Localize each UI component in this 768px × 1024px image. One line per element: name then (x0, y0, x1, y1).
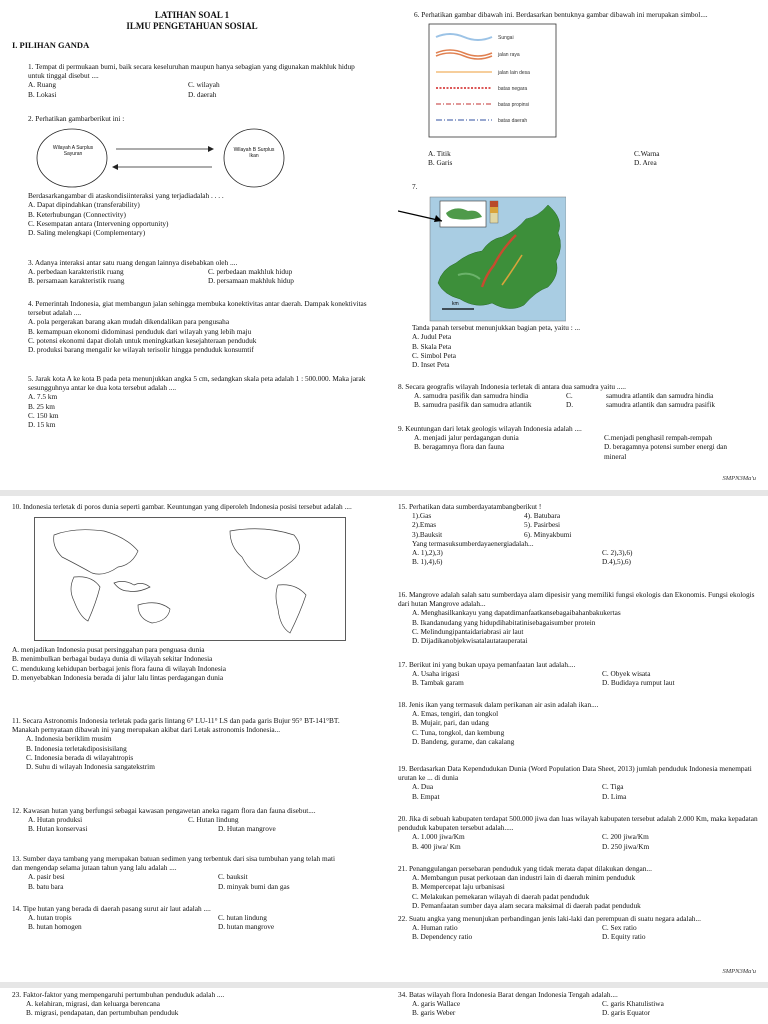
question-4 (28, 299, 368, 354)
question-stem: 2. Perhatikan gambarberikut ini : (28, 114, 125, 123)
question-stem: 14. Tipe hutan yang berada di daerah pasang surut air laut adalah .... (12, 904, 211, 913)
items-row (398, 520, 758, 529)
question-stem: 12. Kawasan hutan yang berfungsi sebagai kawasan pengawetan aneka ragam flora dan fauna disebut.... (12, 806, 316, 815)
options-row (398, 782, 758, 791)
option-a: A. Usaha irigasi (412, 669, 460, 679)
page-footer: SMPN3Ma'u (722, 968, 756, 975)
arrow-right-icon (208, 146, 214, 152)
option-c: C. perbedaan makhluk hidup (208, 267, 293, 277)
options-row (398, 669, 758, 678)
option-c-letter: C. (566, 391, 573, 401)
option-d: D. Equity ratio (602, 932, 646, 942)
option-a: A. Emas, tengiri, dan tongkol (412, 709, 499, 719)
option-d: D. Pemanfaatan sumber daya alam secara maksimal di daerah padat penduduk (412, 900, 641, 910)
option-a: A. menjadi jalur perdagangan dunia (414, 433, 519, 443)
option-c: C. Indonesia berada di wilayahtropis (26, 752, 134, 762)
option-b: B. menimbulkan berbagai budaya dunia di wilayah sekitar Indonesia (12, 654, 213, 664)
option-d: D. Dijadikanobjekwisatalautatauperatai (412, 636, 528, 646)
options-row (398, 548, 758, 557)
question-17 (398, 660, 758, 688)
option-d: D. Inset Peta (412, 360, 450, 370)
options-row (28, 267, 368, 276)
option-a: A. 1),2),3) (412, 548, 443, 558)
option-c: C. Tuna, tongkol, dan kembung (412, 727, 505, 737)
option-b: B. persamaan karakteristik ruang (28, 276, 125, 286)
left-column-3 (12, 990, 374, 1018)
option-d: D. hutan mangrove (218, 922, 275, 932)
legend-label: Sungai (498, 35, 514, 42)
question-stem: 3. Adanya interaksi antar satu ruang dengan lainnya disebabkan oleh .... (28, 258, 238, 267)
option-d: D. 250 jiwa/Km (602, 841, 650, 851)
option-b: B. garis Weber (412, 1008, 456, 1018)
option-a: A. 7.5 km (28, 392, 58, 402)
legend-label: batas propinsi (498, 102, 530, 109)
question-stem: 5. Jarak kota A ke kota B pada peta menunjukkan angka 5 cm, sedangkan skala peta adalah 1 : 500.000. Maka jarak sesungguhnya antar ke dua kota tersebut adalah .... (28, 374, 366, 393)
option-a: A. Ruang (28, 80, 56, 90)
item: 2).Emas (412, 520, 437, 530)
option-b: B. 400 jiwa/ Km (412, 841, 461, 851)
item: 1).Gas (412, 511, 432, 521)
option-b: B. 1),4),6) (412, 557, 443, 567)
option-d: D. Bandeng, gurame, dan cakalang (412, 736, 515, 746)
option-c: C. Kesempatan antara (Intervening opportunity) (28, 218, 169, 228)
scale-label: km (452, 301, 459, 308)
option-a: A. Menghasilkankayu yang dapatdimanfaatkansebagaibahanbakukertas (412, 608, 621, 618)
item: 4). Batubara (524, 511, 561, 521)
option-a: A. samudra pasifik dan samudra hindia (414, 391, 529, 401)
option-a: A. Human ratio (412, 923, 458, 933)
question-14 (12, 904, 342, 932)
option-a: A. garis Wallace (412, 999, 461, 1009)
option-c: C. Obyek wisata (602, 669, 651, 679)
question-20 (398, 814, 758, 851)
question-stem: 4. Pemerintah Indonesia, giat membangun jalan sehingga membuka konektivitas antar daerah. Dampak konektivitas tersebut adalah .... (28, 299, 367, 318)
option-a: A. Indonesia beriklim musim (26, 734, 112, 744)
option-a: A. hutan tropis (28, 913, 72, 923)
right-column-3 (398, 990, 760, 1018)
question-5 (28, 374, 368, 429)
option-b: B. Skala Peta (412, 341, 452, 351)
question-after: Yang termasuksumberdayaenergiadalah... (412, 538, 534, 548)
option-a: A. perbedaan karakteristik ruang (28, 267, 124, 277)
options-row (398, 842, 758, 851)
options-row (12, 815, 362, 824)
borneo-map (398, 191, 566, 323)
option-b: B. Garis (428, 158, 453, 168)
option-c: C. mendukung kehidupan berbagai jenis flora fauna di wilayah Indonesia (12, 663, 226, 673)
options-row (12, 913, 342, 922)
question-8 (398, 382, 760, 410)
option-c: C. garis Khatulistiwa (602, 999, 664, 1009)
option-d: D. Suhu di wilayah Indonesia sangatekstrim (26, 762, 155, 772)
option-c: C. 200 jiwa/Km (602, 832, 649, 842)
items-row (398, 511, 758, 520)
page-2 (0, 496, 768, 982)
item: 6). Minyakbumi (524, 529, 572, 539)
question-stem: 6. Perhatikan gambar dibawah ini. Berdasarkan bentuknya gambar dibawah ini merupakan simbol.... (414, 10, 708, 19)
options-row (28, 90, 368, 99)
option-b: B. Hutan konservasi (28, 824, 88, 834)
options-row (398, 792, 758, 801)
option-b: B. batu bara (28, 881, 64, 891)
question-stem: 11. Secara Astronomis Indonesia terletak pada garis lintang 6° LU-11° LS dan pada garis Bujur 95° BT-141°BT. Manakah pernyataan dibawah ini yang merupakan akibat dari Letak astronomis Indonesia... (12, 716, 340, 735)
option-b: B. Dependency ratio (412, 932, 473, 942)
question-stem: 21. Penanggulangan persebaran penduduk yang tidak merata dapat dilakukan dengan... (398, 864, 652, 873)
page-3 (0, 988, 768, 1024)
world-map (34, 517, 346, 641)
question-34-stem: 34. Batas wilayah flora Indonesia Barat dengan Indonesia Tengah adalah.... (398, 990, 618, 999)
region-b-label: Wilayah B Surplus Ikan (233, 147, 275, 160)
legend-label: batas daerah (498, 118, 528, 125)
question-1 (28, 62, 368, 99)
question-6 (398, 10, 758, 168)
option-d: D. garis Equator (602, 1008, 651, 1018)
legend-label: jalan lain desa (498, 70, 530, 77)
item: 3).Bauksit (412, 529, 443, 539)
question-after: Berdasarkangambar di ataskondisiinteraksi yang terjadiadalah . . . . (28, 191, 224, 201)
option-b: B. Ikandanudang yang hidupdihabitatinisebagaisumber protein (412, 617, 596, 627)
question-15 (398, 502, 758, 566)
option-d: D. Saling melengkapi (Complementary) (28, 228, 146, 238)
question-3 (28, 258, 368, 286)
option-b: B. Empat (412, 791, 440, 801)
question-22 (398, 914, 758, 942)
page-footer: SMPN3Ma'u (722, 475, 756, 482)
question-stem: 16. Mangrove adalah salah satu sumberdaya alam dipesisir yang memiliki fungsi ekologis dan Ekonomis. Fungsi ekologis dari hutan Mangrove adalah... (398, 590, 755, 609)
arrow-left-icon (112, 164, 118, 170)
option-c: C. Hutan lindung (188, 815, 239, 825)
option-d: samudra atlantik dan samudra pasifik (606, 400, 716, 410)
option-b: B. Tambak garam (412, 678, 464, 688)
option-d: D. produksi barang mengalir ke wilayah terisolir hingga penduduk konsumtif (28, 345, 254, 355)
option-c: C.menjadi penghasil rempah-rempah (604, 433, 712, 443)
option-d: D. 15 km (28, 420, 56, 430)
option-a: A. Dapat dipindahkan (transferability) (28, 200, 140, 210)
option-a: A. Titik (428, 149, 451, 159)
option-b: B. beragamnya flora dan fauna (414, 442, 505, 452)
option-a: A. Hutan produksi (28, 815, 83, 825)
map-legend-box (428, 23, 558, 139)
question-stem: 15. Perhatikan data sumberdayatambangberikut ! (398, 502, 542, 511)
question-stem: 9. Keuntungan dari letak geologis wilayah Indonesia adalah .... (398, 424, 582, 433)
question-stem: 1. Tempat di permukaan bumi, baik secara keseluruhan maupun hanya sebagian yang digunakan makhluk hidup untuk tinggal disebut .... (28, 62, 355, 81)
option-a: A. menjadikan Indonesia pusat persinggahan para penguasa dunia (12, 645, 205, 655)
option-b: B. hutan homogen (28, 922, 82, 932)
question-stem: 20. Jika di sebuah kabupaten terdapat 500.000 jiwa dan luas wilayah kabupaten tersebut adalah 2.000 Km, maka kepadatan penduduk kabupaten tersebut adalah..... (398, 814, 758, 833)
legend-label: jalan raya (498, 52, 520, 59)
interaction-diagram (36, 127, 286, 189)
option-d: D. Budidaya rumput laut (602, 678, 675, 688)
option-c: C. hutan lindung (218, 913, 267, 923)
option-b: B. Mujair, pari, dan udang (412, 718, 489, 728)
question-stem: 19. Berdasarkan Data Kependudukan Dunia (Word Population Data Sheet, 2013) jumlah penduduk Indonesia menempati urutan ke ... di dunia (398, 764, 752, 783)
question-13 (12, 854, 342, 891)
option-d: D. beragamnya potensi sumber energi dan mineral (604, 442, 728, 461)
options-row (398, 442, 760, 460)
question-stem: 13. Sumber daya tambang yang merupakan batuan sedimen yang terbentuk dari sisa tumbuhan yang telah mati dan mengendap selama jutaan tahun yang lalu adalah .... (12, 854, 335, 873)
option-c: samudra atlantik dan samudra hindia (606, 391, 714, 401)
question-18 (398, 700, 758, 746)
option-c: C. wilayah (188, 80, 220, 90)
section-heading: I. PILIHAN GANDA (12, 40, 90, 50)
options-row (398, 932, 758, 941)
option-b: B. Keterhubungan (Connectivity) (28, 209, 126, 219)
question-stem: 17. Berikut ini yang bukan upaya pemanfaatan laut adalah.... (398, 660, 576, 669)
option-b: B. Lokasi (28, 89, 57, 99)
option-a: A. kelahiran, migrasi, dan keluarga berencana (26, 999, 160, 1009)
question-number: 7. (412, 182, 418, 191)
question-12 (12, 806, 362, 834)
option-b: B. Mempercepat laju urbanisasi (412, 882, 505, 892)
option-d: D.4),5),6) (602, 557, 631, 567)
options-row (398, 433, 760, 442)
region-a-label: Wilayah A Surplus Sayuran (52, 145, 94, 158)
options-row (28, 276, 368, 285)
option-b: B. kemampuan ekonomi didominasi penduduk dari wilayah yang lebih maju (28, 326, 252, 336)
option-c: C. 2),3),6) (602, 548, 633, 558)
options-row (12, 882, 342, 891)
option-d: D. daerah (188, 89, 217, 99)
option-d: D. Area (634, 158, 657, 168)
option-c: C. Tiga (602, 782, 624, 792)
options-row (28, 80, 368, 89)
item: 5). Pasirbesi (524, 520, 561, 530)
question-2 (28, 114, 368, 237)
question-23-stem: 23. Faktor-faktor yang mempengaruhi pertumbuhan penduduk adalah .... (12, 990, 225, 999)
option-c: C.Warna (634, 149, 660, 159)
question-21 (398, 864, 758, 910)
page-1 (0, 0, 768, 490)
option-c: C. Simbol Peta (412, 350, 456, 360)
options-row (428, 158, 758, 167)
title-1: LATIHAN SOAL 1 (154, 10, 230, 20)
question-11 (12, 716, 342, 771)
question-stem: 10. Indonesia terletak di poros dunia seperti gambar. Keuntungan yang diperoleh Indonesia posisi tersebut adalah .... (12, 502, 352, 511)
question-stem: Tanda panah tersebut menunjukkan bagian peta, yaitu : ... (412, 323, 581, 333)
options-row (398, 678, 758, 687)
option-a: A. Judul Peta (412, 332, 452, 342)
legend-label: batas negara (498, 86, 528, 93)
option-c: C. Sex ratio (602, 923, 637, 933)
question-19 (398, 764, 758, 801)
option-a: A. 1.000 jiwa/Km (412, 832, 465, 842)
option-a: A. pasir besi (28, 872, 65, 882)
question-stem: 22. Suatu angka yang menunjukan perbandingan jenis laki-laki dan perempuan di suatu negara adalah... (398, 914, 701, 923)
option-c: C. Melindungipantaidariabrasi air laut (412, 626, 524, 636)
option-c: C. bauksit (218, 872, 248, 882)
option-c: C. Melakukan pemekaran wilayah di daerah padat penduduk (412, 891, 590, 901)
options-row (428, 149, 758, 158)
option-c: C. 150 km (28, 410, 59, 420)
option-a: A. Membangun pusat perkotaan dan industri lain di daerah minim penduduk (412, 873, 636, 883)
option-d: D. Hutan mangrove (218, 824, 276, 834)
question-9 (398, 424, 760, 461)
option-a: A. Dua (412, 782, 434, 792)
question-stem: 8. Secara geografis wilayah Indonesia terletak di antara dua samudra yaitu ..... (398, 382, 626, 391)
options-row (12, 922, 342, 931)
option-b: B. samudra pasifik dan samudra atlantik (414, 400, 532, 410)
options-row (398, 832, 758, 841)
question-10 (12, 502, 372, 682)
options-row (398, 557, 758, 566)
option-d: D. Lima (602, 791, 627, 801)
option-a: A. pola pergerakan barang akan mudah dikendalikan para pengusaha (28, 317, 230, 327)
option-d: D. menyebabkan Indonesia berada di jalur lalu lintas perdagangan dunia (12, 672, 224, 682)
option-d: D. minyak bumi dan gas (218, 881, 290, 891)
option-d-letter: D. (566, 400, 574, 410)
question-stem: 18. Jenis ikan yang termasuk dalam perikanan air asin adalah ikan.... (398, 700, 599, 709)
question-7 (412, 182, 758, 369)
left-column-1 (12, 10, 372, 430)
option-b: B. 25 km (28, 401, 55, 411)
question-16 (398, 590, 758, 645)
option-c: C. potensi ekonomi dapat diolah untuk meningkatkan kesejahteraan penduduk (28, 335, 257, 345)
options-row (398, 391, 760, 400)
options-row (398, 400, 760, 409)
items-row (398, 530, 758, 539)
options-row (12, 872, 342, 881)
options-row (12, 824, 362, 833)
options-row (398, 923, 758, 932)
option-b: B. Indonesia terletakdiposisisilang (26, 743, 127, 753)
option-b: B. migrasi, pendapatan, dan pertumbuhan penduduk (26, 1008, 179, 1018)
options-row (398, 999, 760, 1008)
title-2: ILMU PENGETAHUAN SOSIAL (126, 21, 258, 31)
option-d: D. persamaan makhluk hidup (208, 276, 294, 286)
options-row (398, 1008, 760, 1017)
